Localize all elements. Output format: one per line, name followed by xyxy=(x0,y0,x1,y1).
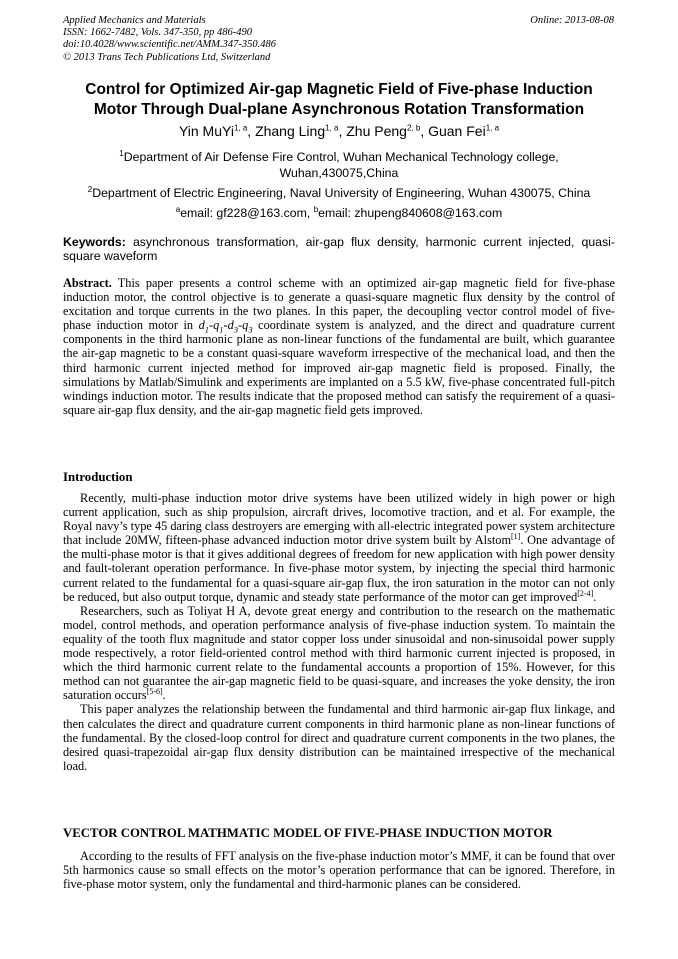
abstract-text-a: This paper presents a control scheme with an optimized air-gap magnetic field for five-phase induction motor, the control objective is to generate a quasi-square magnetic flux density by the control of excitation and torque currents in the two planes. In this paper, the decoupling vector control model of five-phase induction motor in xyxy=(63,276,615,333)
journal-header xyxy=(63,15,276,64)
author-name: Yin MuYi xyxy=(178,123,234,139)
keywords-text: asynchronous transformation, air-gap flux density, harmonic current injected, quasi-square waveform xyxy=(63,235,615,263)
affiliation-1 xyxy=(40,150,638,181)
aff1-line-1: Department of Air Defense Fire Control, Wuhan Mechanical Technology college, xyxy=(123,150,559,164)
intro-p2-text-a: Researchers, such as Toliyat H A, devote great energy and contribution to the research on the mathematic model, control methods, and operation performance analysis of five-phase induction system. To maintain the equality of the tooth flux magnitude and stator copper loss under sinusoidal and non-sinusoidal power supply mode respectively, a rotor field-oriented control method with third harmonic current injected is proposed, in which the third harmonic current relate to the fundamental accounts a proportion of 15%. However, for this method can not guarantee the air-gap magnetic field to be quasi-square, and increases the yoke density, the iron saturation occurs xyxy=(63,603,615,703)
author-sup: 1, a xyxy=(233,123,248,133)
author-list: Yin MuYi$^{1, a}$, Zhang Ling$^{1, a}$, Zhu Peng$^{2, b}$, Guan Fei$^{1, a}$ xyxy=(178,123,500,139)
abstract xyxy=(63,276,615,417)
intro-p2-text-b: . xyxy=(162,688,166,703)
intro-paragraph-1 xyxy=(63,491,615,604)
copyright-line: © 2013 Trans Tech Publications Ltd, Switzerland xyxy=(63,51,271,63)
intro-paragraph-2 xyxy=(63,604,615,703)
title-line-1: Control for Optimized Air-gap Magnetic Field of Five-phase Induction xyxy=(85,81,593,98)
title-line-2: Motor Through Dual-plane Asynchronous Rotation Transformation xyxy=(93,101,585,118)
keywords-label: Keywords: xyxy=(63,235,126,249)
abstract-label: Abstract. xyxy=(63,276,112,290)
introduction-heading: Introduction xyxy=(63,470,133,484)
author-name: Zhang Ling xyxy=(255,123,326,139)
abstract-coord: $d_1-q_1-d_3-q_3$ xyxy=(198,318,253,335)
aff2-text: Department of Electric Engineering, Naval University of Engineering, Wuhan 430075, China xyxy=(92,186,591,200)
aff2-sup: 2 xyxy=(87,184,93,194)
introduction-body xyxy=(63,491,615,773)
intro-p1-text-b: . One advantage of the multi-phase motor is that it gives additional degrees of freedom for new application with high power density and fault-tolerant operation performance. In five-phase motor system, by injecting the special third harmonic current related to the fundamental for a quasi-square air-gap flux, the iron saturation in the motor can not only be reduced, but also output torque, dynamic and steady state performance of the motor can get improved xyxy=(63,533,615,604)
author-name: Zhu Peng xyxy=(346,123,407,139)
abstract-text-b: coordinate system is analyzed, and the direct and quadrature current components in the third harmonic plane as non-linear functions of the fundamental are built, which guarantee the air-gap magnetic to be a constant quasi-square waveform irrespective of the mechanical load, and then the third harmonic current injected method for improved air-gap magnetic field is proposed. Finally, the simulations by Matlab/Simulink and experiments are implanted on a 5.5 kW, five-phase concentrated full-pitch windings induction motor. The results indicate that the proposed method can satisfy the requirement of a quasi-square air-gap flux density, and the air-gap magnetic field gets improved. xyxy=(63,318,616,417)
aff1-sup: 1 xyxy=(119,148,124,158)
keywords xyxy=(63,235,615,263)
vector-section-body xyxy=(63,849,615,891)
author-emails xyxy=(40,206,638,221)
journal-name: Applied Mechanics and Materials xyxy=(63,15,206,26)
paper-title xyxy=(40,80,638,120)
author-sup: 1, a xyxy=(485,123,500,133)
intro-paragraph-3: This paper analyzes the relationship between the fundamental and third harmonic air-gap flux linkage, and then calculates the direct and quadrature current components in third harmonic plane as non-linear functions of the fundamental. By the closed-loop control for direct and quadrature current components in the two planes, the desired quasi-trapezoidal air-gap flux density distribution can be maintained irrespective of the mechanical load. xyxy=(63,702,615,773)
online-date: Online: 2013-08-08 xyxy=(530,15,614,26)
aff1-line-2: Wuhan,430075,China xyxy=(279,165,399,180)
email-a-sup: a xyxy=(175,204,181,214)
intro-p1-text-c: . xyxy=(593,589,597,604)
doi-line: doi:10.4028/www.scientific.net/AMM.347-350.486 xyxy=(63,39,276,51)
author-name: Guan Fei xyxy=(428,123,486,139)
author-sup: 2, b xyxy=(406,123,421,133)
citation: [2-4] xyxy=(577,588,594,598)
email-b-sup: b xyxy=(313,204,319,214)
citation: [5-6] xyxy=(146,687,163,697)
email-b: email: zhupeng840608@163.com xyxy=(318,206,503,220)
vector-paragraph-1: According to the results of FFT analysis on the five-phase induction motor’s MMF, it can be found that over 5th harmonics cause so small effects on the motor’s operation performance that can be ignored. Therefore, in five-phase motor system, only the fundamental and third-harmonic planes can be considered. xyxy=(63,849,615,892)
citation: [1] xyxy=(511,532,521,542)
affiliation-2 xyxy=(40,186,638,202)
author-sup: 1, a xyxy=(325,123,339,133)
email-a: email: gf228@163.com, xyxy=(180,206,311,220)
issn-line: ISSN: 1662-7482, Vols. 347-350, pp 486-490 xyxy=(63,27,252,39)
vector-section-heading: VECTOR CONTROL MATHMATIC MODEL OF FIVE-PHASE INDUCTION MOTOR xyxy=(63,826,553,840)
intro-p1-text-a: Recently, multi-phase induction motor drive systems have been utilized widely in high power or high current application, such as ship propulsion, aircraft drives, locomotive traction, and et al. For example, the Royal navy’s type 45 daring class destroyers are emerging with all-electric integrated power system architecture that include 20MW, fifteen-phase advanced induction motor drive system built by Alstom xyxy=(63,491,615,548)
